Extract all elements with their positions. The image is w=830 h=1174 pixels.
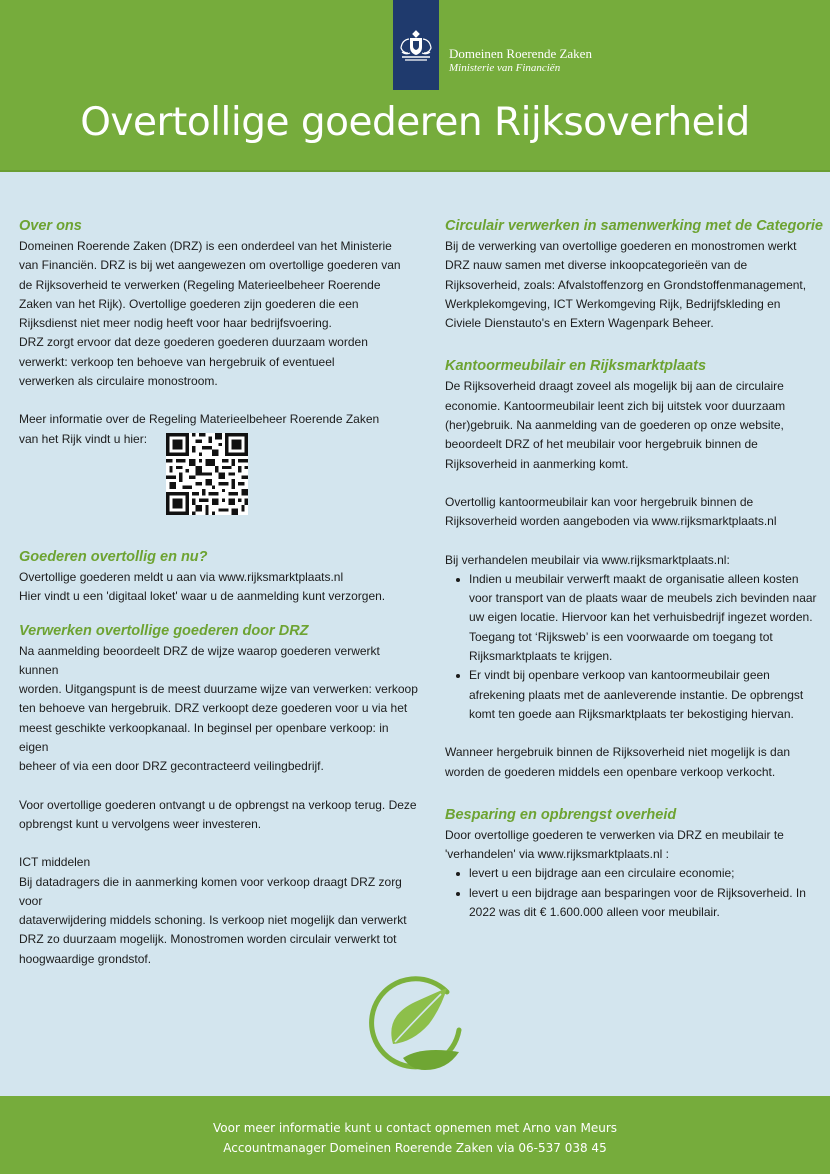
header-banner <box>0 0 830 172</box>
text-line: Na aanmelding beoordeelt DRZ de wijze waarop goederen verwerkt kunnen <box>19 643 380 677</box>
text-line: (her)gebruik. Na aanmelding van de goederen op onze website, <box>445 418 784 433</box>
text-line: Rijksoverheid, zoals: Afvalstoffenzorg en Grondstoffenmanagement, <box>445 277 807 292</box>
text-line: DRZ zo duurzaam mogelijk. Monostromen worden circulair verwerkt tot <box>19 932 397 947</box>
bullet-list <box>445 864 825 922</box>
ministry-name: Ministerie van Financiën <box>449 62 561 74</box>
text-line: worden. Uitgangspunt is de meest duurzame wijze van verwerken: verkoop <box>19 682 418 697</box>
text-line: De Rijksoverheid draagt zoveel als mogelijk bij aan de circulaire <box>445 379 784 394</box>
text-line: beheer of via een door DRZ gecontracteerd veilingbedrijf. <box>19 759 324 774</box>
bullet-list <box>445 570 825 724</box>
qr-code[interactable] <box>166 433 248 515</box>
text-line: Civiele Dienstauto's en Extern Wagenpark Beheer. <box>445 316 714 331</box>
ict-subtitle: ICT middelen <box>19 855 91 870</box>
footer-contact-line1: Voor meer informatie kunt u contact opnemen met Arno van Meurs <box>213 1121 617 1135</box>
text-line: Bij de verwerking van overtollige goederen en monostromen werkt <box>445 239 797 253</box>
text-line: Rijksoverheid in aanmerking komt. <box>445 456 629 471</box>
list-item <box>469 884 825 923</box>
heading-circulair: Circulair verwerken in samenwerking met de Categorie <box>445 218 823 234</box>
spacer <box>445 724 825 743</box>
text-line: verwerkt: verkoop ten behoeve van hergebruik of eventueel <box>19 354 335 369</box>
text-line: meest geschikte verkoopkanaal. In beginsel per openbare verkoop: in eigen <box>19 720 389 755</box>
section-besparing <box>445 805 825 922</box>
spacer <box>19 777 419 796</box>
text-line: 'verhandelen' via www.rijksmarktplaats.nl : <box>445 847 670 862</box>
heading-over-ons: Over ons <box>19 218 82 234</box>
spacer <box>19 391 419 410</box>
header-divider <box>0 170 830 172</box>
text-line: Bij datadragers die in aanmerking komen voor verkoop draagt DRZ zorg voor <box>19 874 402 908</box>
text-line: Rijksdienst niet meer nodig heeft voor haar bedrijfsvoering. <box>19 316 332 331</box>
text-line: hoogwaardige grondstof. <box>19 951 152 966</box>
text-line: Bij verhandelen meubilair via www.rijksmarktplaats.nl: <box>445 552 730 567</box>
spacer <box>19 834 419 853</box>
text-line: Domeinen Roerende Zaken (DRZ) is een onderdeel van het Ministerie <box>19 239 392 253</box>
logo-wordmark <box>449 46 592 75</box>
page-title: Overtollige goederen Rijksoverheid <box>80 100 750 145</box>
section-over-ons <box>19 216 419 515</box>
rijksoverheid-logo <box>393 0 439 90</box>
text-line: dataverwijdering middels schoning. Is verkoop niet mogelijk dan verwerkt <box>19 913 407 928</box>
text-line: verwerken als circulaire monostroom. <box>19 374 218 389</box>
text-line: beoordeelt DRZ of het meubilair voor hergebruik binnen de <box>445 437 758 452</box>
heading-kantoormeubilair: Kantoormeubilair en Rijksmarktplaats <box>445 358 707 375</box>
org-name: Domeinen Roerende Zaken <box>449 46 592 61</box>
text-line: Door overtollige goederen te verwerken via DRZ en meubilair te <box>445 827 784 842</box>
text-line: komt ten goede aan Rijksmarktplaats ter bekostiging hiervan. <box>469 706 794 721</box>
spacer <box>445 474 825 493</box>
section-verwerken <box>19 621 419 969</box>
heading-verwerken: Verwerken overtollige goederen door DRZ <box>19 622 309 639</box>
text-line: levert u een bijdrage aan een circulaire economie; <box>469 866 735 881</box>
spacer <box>445 782 825 805</box>
text-line: Toegang tot ‘Rijksweb’ is een voorwaarde om toegang tot <box>469 629 773 644</box>
text-line: DRZ nauw samen met diverse inkoopcategorieën van de <box>445 258 748 273</box>
spacer <box>19 607 419 621</box>
spacer <box>19 515 419 547</box>
text-line: Overtollige goederen meldt u aan via www.rijksmarktplaats.nl <box>19 569 344 584</box>
text-line: Wanneer hergebruik binnen de Rijksoverheid niet mogelijk is dan <box>445 745 791 760</box>
text-line: Overtollig kantoormeubilair kan voor hergebruik binnen de <box>445 494 754 509</box>
section-circulair <box>445 216 825 333</box>
text-line: voor transport van de plaats waar de meubels zich bevinden naar <box>469 591 817 606</box>
text-line: de Rijksoverheid te verwerken (Regeling Materieelbeheer Roerende <box>19 277 381 292</box>
list-item <box>469 666 825 724</box>
section-kantoormeubilair <box>445 356 825 781</box>
spacer <box>445 532 825 551</box>
text-line: 2022 was dit € 1.600.000 alleen voor meubilair. <box>469 905 720 920</box>
list-item <box>469 864 825 883</box>
text-line: van het Rijk vindt u hier: <box>19 431 148 446</box>
text-line: Rijksoverheid worden aangeboden via www.rijksmarktplaats.nl <box>445 514 777 529</box>
text-line: Zaken van het Rijk). Overtollige goederen zijn goederen die een <box>19 296 359 311</box>
list-item <box>469 570 825 666</box>
left-column <box>19 216 419 969</box>
heading-goederen-overtollig: Goederen overtollig en nu? <box>19 548 208 565</box>
text-line: Rijksmarktplaats te krijgen. <box>469 649 613 664</box>
text-line: uw eigen locatie. Hiervoor kan het verhuisbedrijf ingezet worden. <box>469 610 813 625</box>
text-line: afrekening plaats met de aanleverende instantie. De opbrengst <box>469 687 804 702</box>
text-line: ten behoeve van hergebruik. DRZ verkoopt deze goederen voor u via het <box>19 701 408 716</box>
text-line: van Financiën. DRZ is bij wet aangewezen om overtollige goederen van <box>19 258 401 273</box>
text-line: levert u een bijdrage aan besparingen voor de Rijksoverheid. In <box>469 885 806 900</box>
text-line: Voor overtollige goederen ontvangt u de opbrengst na verkoop terug. Deze <box>19 797 417 812</box>
text-line: opbrengst kunt u vervolgens weer investeren. <box>19 816 262 831</box>
text-line: economie. Kantoormeubilair leent zich bij uitstek voor duurzaam <box>445 398 786 413</box>
text-line: Werkplekomgeving, ICT Werkomgeving Rijk, Bedrijfskleding en <box>445 296 781 311</box>
text-line: DRZ zorgt ervoor dat deze goederen goederen duurzaam worden <box>19 335 368 350</box>
footer-contact-line2: Accountmanager Domeinen Roerende Zaken via 06-537 038 45 <box>223 1141 607 1155</box>
text-line: Hier vindt u een 'digitaal loket' waar u de aanmelding kunt verzorgen. <box>19 589 386 604</box>
footer-banner <box>0 1096 830 1174</box>
leaf-circle-icon <box>363 974 467 1078</box>
coat-of-arms-icon <box>396 27 436 63</box>
section-goederen-overtollig <box>19 547 419 607</box>
heading-besparing: Besparing en opbrengst overheid <box>445 806 677 823</box>
text-line: Meer informatie over de Regeling Materieelbeheer Roerende Zaken <box>19 412 380 427</box>
text-line: Indien u meubilair verwerft maakt de organisatie alleen kosten <box>469 571 799 586</box>
right-column <box>445 216 825 922</box>
text-line: worden de goederen middels een openbare verkoop verkocht. <box>445 764 776 779</box>
spacer <box>445 333 825 356</box>
text-line: Er vindt bij openbare verkoop van kantoormeubilair geen <box>469 668 770 683</box>
